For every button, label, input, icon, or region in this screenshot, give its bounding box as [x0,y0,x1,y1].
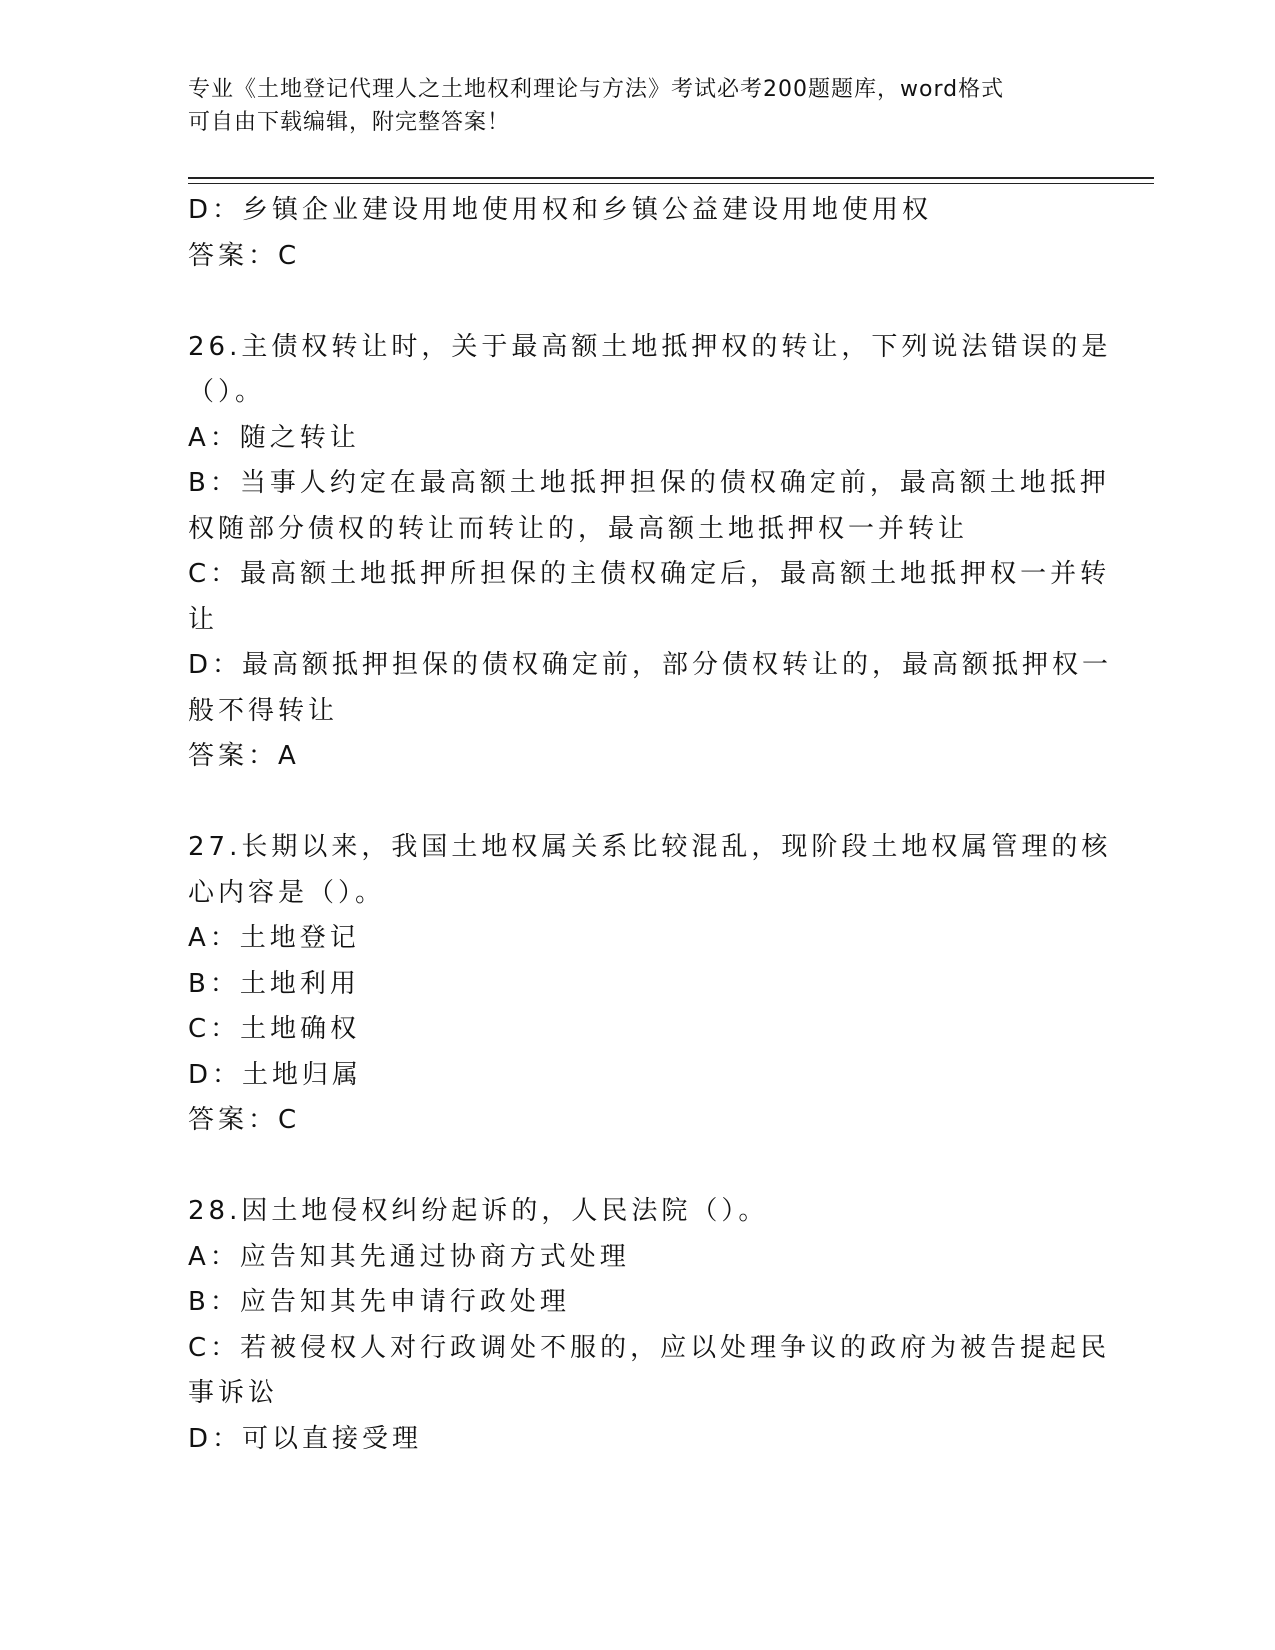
option-b: B：应告知其先申请行政处理 [188,1287,570,1317]
option-c: C：土地确权 [188,1014,361,1044]
answer-line: 答案：C [188,240,301,271]
option-a: A：土地登记 [188,923,360,953]
option-b-cont: 权随部分债权的转让而转让的，最高额土地抵押权一并转让 [188,513,969,544]
question-stem: 27.长期以来，我国土地权属关系比较混乱，现阶段土地权属管理的核 [188,832,1112,862]
header-line-2: 可自由下载编辑，附完整答案！ [188,110,511,135]
option-a: A：应告知其先通过协商方式处理 [188,1241,630,1272]
option-d: D：可以直接受理 [188,1423,423,1454]
question-26 [188,325,1113,780]
header-divider-thick [188,177,1154,179]
option-c: C：最高额土地抵押所担保的主债权确定后，最高额土地抵押权一并转 [188,559,1111,589]
option-c: C：若被侵权人对行政调处不服的，应以处理争议的政府为被告提起民 [188,1332,1111,1363]
question-stem: 28.因土地侵权纠纷起诉的，人民法院（）。 [188,1196,769,1226]
question-stem-cont: （）。 [188,377,266,407]
option-b: B：当事人约定在最高额土地抵押担保的债权确定前，最高额土地抵押 [188,468,1110,498]
question-stem: 26.主债权转让时，关于最高额土地抵押权的转让，下列说法错误的是 [188,331,1112,362]
spacer [188,780,1088,826]
option-d: D：乡镇企业建设用地使用权和乡镇公益建设用地使用权 [188,195,933,225]
option-c-cont: 事诉讼 [188,1378,279,1408]
spacer [188,1144,1088,1190]
option-c-cont: 让 [188,604,219,635]
question-stem-cont: 心内容是（）。 [188,877,386,908]
option-b: B：土地利用 [188,968,360,999]
header-line-1: 专业《土地登记代理人之土地权利理论与方法》考试必考200题题库，word格式 [188,77,1005,102]
option-d: D：最高额抵押担保的债权确定前，部分债权转让的，最高额抵押权一 [188,650,1113,680]
question-list [188,188,1113,1462]
answer-line: 答案：C [188,1105,301,1135]
header-divider-thin [188,183,1154,184]
spacer [188,279,1088,325]
question-25-tail [188,188,1088,279]
option-d: D：土地归属 [188,1059,363,1090]
option-a: A：随之转让 [188,422,360,453]
answer-line: 答案：A [188,741,300,771]
question-28 [188,1189,1111,1462]
question-27 [188,825,1112,1144]
document-header [188,73,1068,139]
option-d-cont: 般不得转让 [188,695,339,726]
